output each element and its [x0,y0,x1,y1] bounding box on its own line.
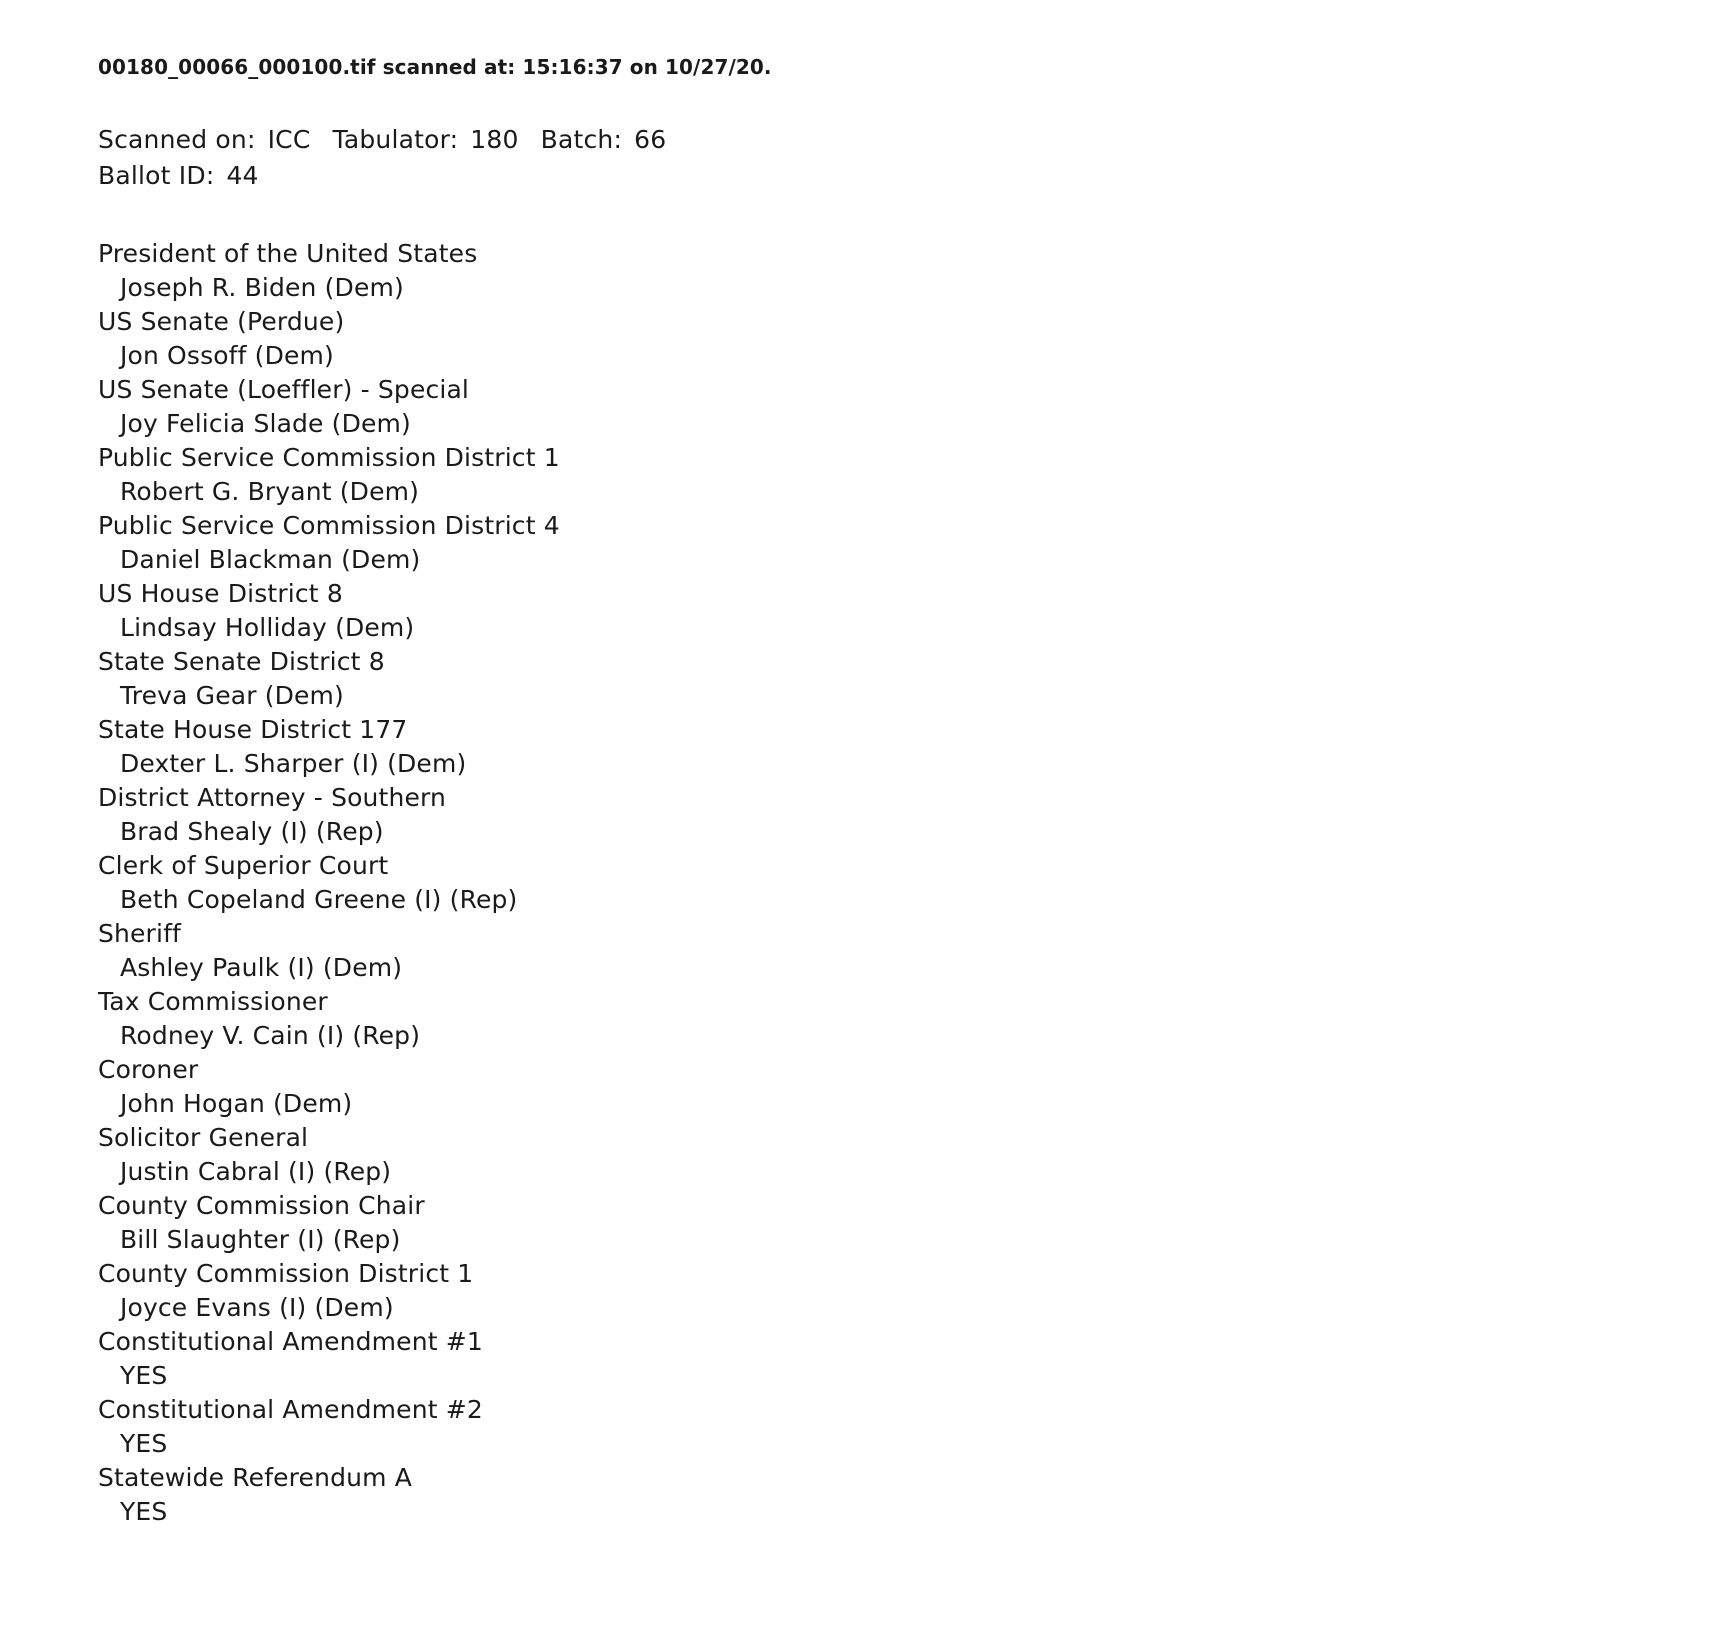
scanned-on-label: Scanned on: [98,125,256,154]
ballot-id-label: Ballot ID: [98,160,215,190]
contest-choice: Dexter L. Sharper (I) (Dem) [120,749,467,778]
contest-entry [98,509,1669,577]
contest-entry [98,781,1669,849]
scan-metadata-line-2 [98,158,1669,194]
contest-entry [98,305,1669,373]
document-content [0,54,1709,1529]
contest-title: State House District 177 [98,715,408,744]
contest-list [98,237,1669,1529]
contest-entry [98,441,1669,509]
contest-entry [98,645,1669,713]
contest-title: President of the United States [98,239,478,268]
contest-choice: Bill Slaughter (I) (Rep) [120,1225,401,1254]
contest-title: US Senate (Perdue) [98,307,345,336]
tabulator-value: 180 [470,125,519,154]
batch-label: Batch: [540,125,623,154]
contest-title: US Senate (Loeffler) - Special [98,375,470,404]
contest-entry [98,577,1669,645]
contest-entry [98,1257,1669,1325]
contest-entry [98,713,1669,781]
contest-choice: John Hogan (Dem) [120,1089,353,1118]
contest-entry [98,1121,1669,1189]
contest-choice: Joy Felicia Slade (Dem) [120,409,411,438]
scanned-on-value: ICC [267,125,311,154]
contest-choice: Justin Cabral (I) (Rep) [120,1157,392,1186]
contest-title: Solicitor General [98,1123,309,1152]
contest-title: County Commission District 1 [98,1259,474,1288]
contest-entry [98,1393,1669,1461]
scan-metadata-block [98,122,1669,193]
contest-title: District Attorney - Southern [98,783,446,812]
contest-choice: YES [120,1361,168,1390]
tabulator-label: Tabulator: [332,125,459,154]
contest-title: State Senate District 8 [98,647,385,676]
batch-value: 66 [634,125,667,154]
contest-choice: Joseph R. Biden (Dem) [120,273,404,302]
contest-choice: Robert G. Bryant (Dem) [120,477,420,506]
contest-entry [98,1461,1669,1529]
contest-title: US House District 8 [98,579,343,608]
ballot-id-value: 44 [226,160,259,190]
contest-choice: Joyce Evans (I) (Dem) [120,1293,394,1322]
scan-filename-line: 00180_00066_000100.tif scanned at: 15:16:37 on 10/27/20. [98,55,772,79]
contest-choice: Ashley Paulk (I) (Dem) [120,953,403,982]
contest-entry [98,917,1669,985]
contest-title: Tax Commissioner [98,987,328,1016]
contest-choice: YES [120,1429,168,1458]
contest-entry [98,237,1669,305]
contest-title: Sheriff [98,919,181,948]
contest-title: Public Service Commission District 4 [98,511,560,540]
contest-choice: Treva Gear (Dem) [120,681,344,710]
contest-title: Public Service Commission District 1 [98,443,560,472]
contest-choice: Jon Ossoff (Dem) [120,341,334,370]
contest-choice: Rodney V. Cain (I) (Rep) [120,1021,421,1050]
contest-entry [98,1053,1669,1121]
contest-title: Constitutional Amendment #1 [98,1327,483,1356]
contest-entry [98,1325,1669,1393]
contest-title: Statewide Referendum A [98,1463,412,1492]
contest-choice: Daniel Blackman (Dem) [120,545,421,574]
contest-choice: Brad Shealy (I) (Rep) [120,817,384,846]
contest-choice: YES [120,1497,168,1526]
contest-entry [98,849,1669,917]
contest-title: Coroner [98,1055,199,1084]
scan-metadata-line-1 [98,122,1669,158]
contest-entry [98,1189,1669,1257]
contest-title: Constitutional Amendment #2 [98,1395,483,1424]
contest-entry [98,985,1669,1053]
contest-entry [98,373,1669,441]
contest-title: County Commission Chair [98,1191,425,1220]
contest-title: Clerk of Superior Court [98,851,389,880]
contest-choice: Beth Copeland Greene (I) (Rep) [120,885,518,914]
contest-choice: Lindsay Holliday (Dem) [120,613,415,642]
